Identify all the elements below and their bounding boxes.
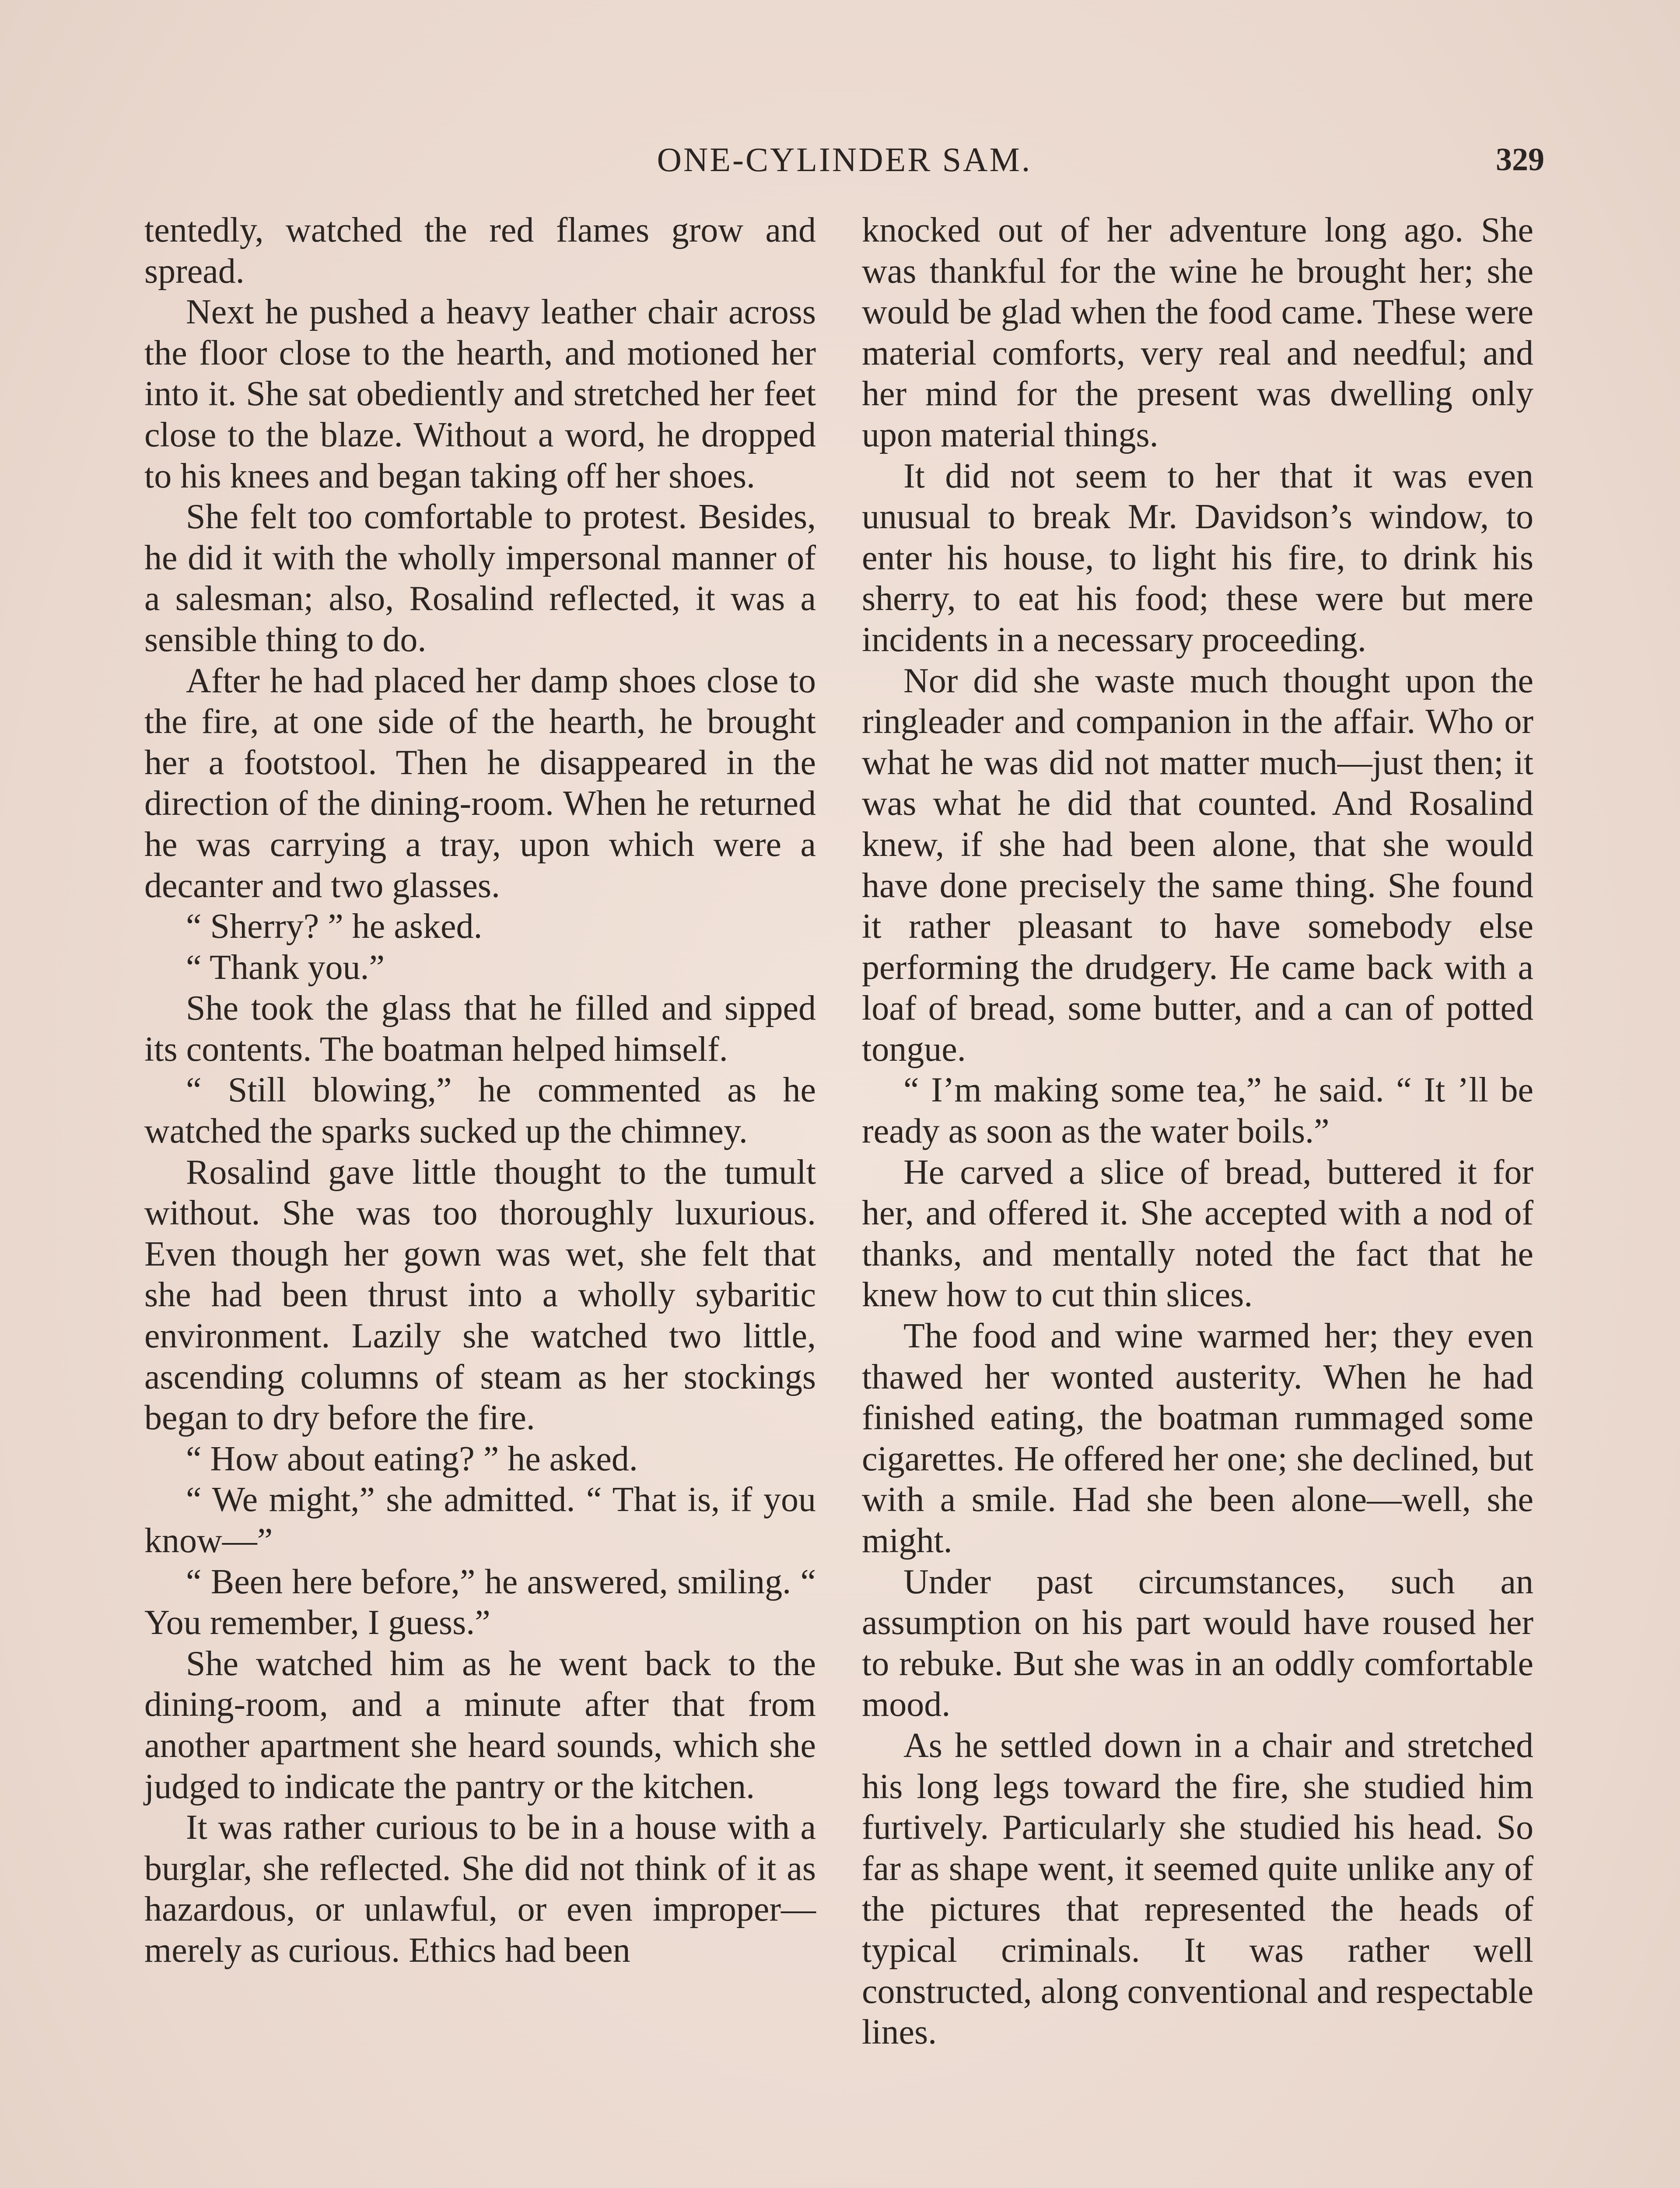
paragraph: “ I’m making some tea,” he said. “ It ’ll be ready as soon as the water boils.” <box>862 1071 1533 1151</box>
paragraph: Under past circumstances, such an assumption on his part would have roused her to rebuke. But she was in an oddly comfortable mood. <box>862 1562 1533 1724</box>
paragraph: Next he pushed a heavy leather chair across the floor close to the hearth, and motioned her into it. She sat obediently and stretched her feet close to the blaze. Without a word, he dropped to his knees and began taking off her shoes. <box>144 293 816 495</box>
paragraph: knocked out of her adventure long ago. She was thankful for the wine he brought her; she would be glad when the food came. These were material comforts, very real and needful; and her mind for the present was dwelling only upon material things. <box>862 211 1533 454</box>
paragraph: As he settled down in a chair and stretched his long legs toward the fire, she studied him furtively. Particularly she studied his head. So far as shape went, it seemed quite unlike any of the pictures that represented the heads of typical criminals. It was rather well constructed, along conventional and respectable lines. <box>862 1726 1533 2052</box>
paragraph: She watched him as he went back to the dining-room, and a minute after that from another apartment she heard sounds, which she judged to indicate the pantry or the kitchen. <box>144 1644 816 1806</box>
paragraph: “ Been here before,” he answered, smiling. “ You remember, I guess.” <box>144 1562 816 1642</box>
left-column <box>144 210 816 1971</box>
page-number: 329 <box>1496 142 1544 178</box>
paragraph: She took the glass that he filled and sipped its contents. The boatman helped himself. <box>144 989 816 1069</box>
paragraph: Nor did she waste much thought upon the ringleader and companion in the affair. Who or what he was did not matter much—just then; it was what he did that counted. And Rosalind knew, if she had been alone, that she would have done precisely the same thing. She found it rather pleasant to have somebody else performing the drudgery. He came back with a loaf of bread, some butter, and a can of potted tongue. <box>862 661 1533 1069</box>
paragraph: “ How about eating? ” he asked. <box>186 1439 638 1478</box>
right-column <box>862 210 1533 2053</box>
paragraph: “ Still blowing,” he commented as he watched the sparks sucked up the chimney. <box>144 1071 816 1151</box>
paragraph: He carved a slice of bread, buttered it for her, and offered it. She accepted with a nod of thanks, and mentally noted the fact that he knew how to cut thin slices. <box>862 1153 1533 1315</box>
paragraph: “ We might,” she admitted. “ That is, if you know—” <box>144 1480 816 1560</box>
paragraph: It did not seem to her that it was even unusual to break Mr. Davidson’s window, to enter his house, to light his fire, to drink his sherry, to eat his food; these were but mere incidents in a necessary proceeding. <box>862 456 1533 659</box>
paragraph: tentedly, watched the red flames grow and spread. <box>144 211 816 291</box>
paragraph: It was rather curious to be in a house with a burglar, she reflected. She did not think of it as hazardous, or unlawful, or even improper—merely as curious. Ethics had been <box>144 1808 816 1970</box>
paragraph: “ Thank you.” <box>186 948 385 987</box>
running-title: ONE-CYLINDER SAM. <box>657 140 1032 179</box>
paragraph: The food and wine warmed her; they even thawed her wonted austerity. When he had finished eating, the boatman rummaged some cigarettes. He offered her one; she declined, but with a smile. Had she been alone—well, she might. <box>862 1317 1533 1560</box>
paragraph: She felt too comfortable to protest. Besides, he did it with the wholly impersonal manner of a salesman; also, Rosalind reflected, it was a sensible thing to do. <box>144 498 816 659</box>
paragraph: “ Sherry? ” he asked. <box>186 907 483 946</box>
paragraph: After he had placed her damp shoes close to the fire, at one side of the hearth, he brought her a footstool. Then he disappeared in the direction of the dining-room. When he returned he was carrying a tray, upon which were a decanter and two glasses. <box>144 661 816 905</box>
page-header <box>144 136 1544 184</box>
paragraph: Rosalind gave little thought to the tumult without. She was too thoroughly luxurious. Even though her gown was wet, she felt that she had been thrust into a wholly sybaritic environment. Lazily she watched two little, ascending columns of steam as her stockings began to dry before the fire. <box>144 1153 816 1438</box>
